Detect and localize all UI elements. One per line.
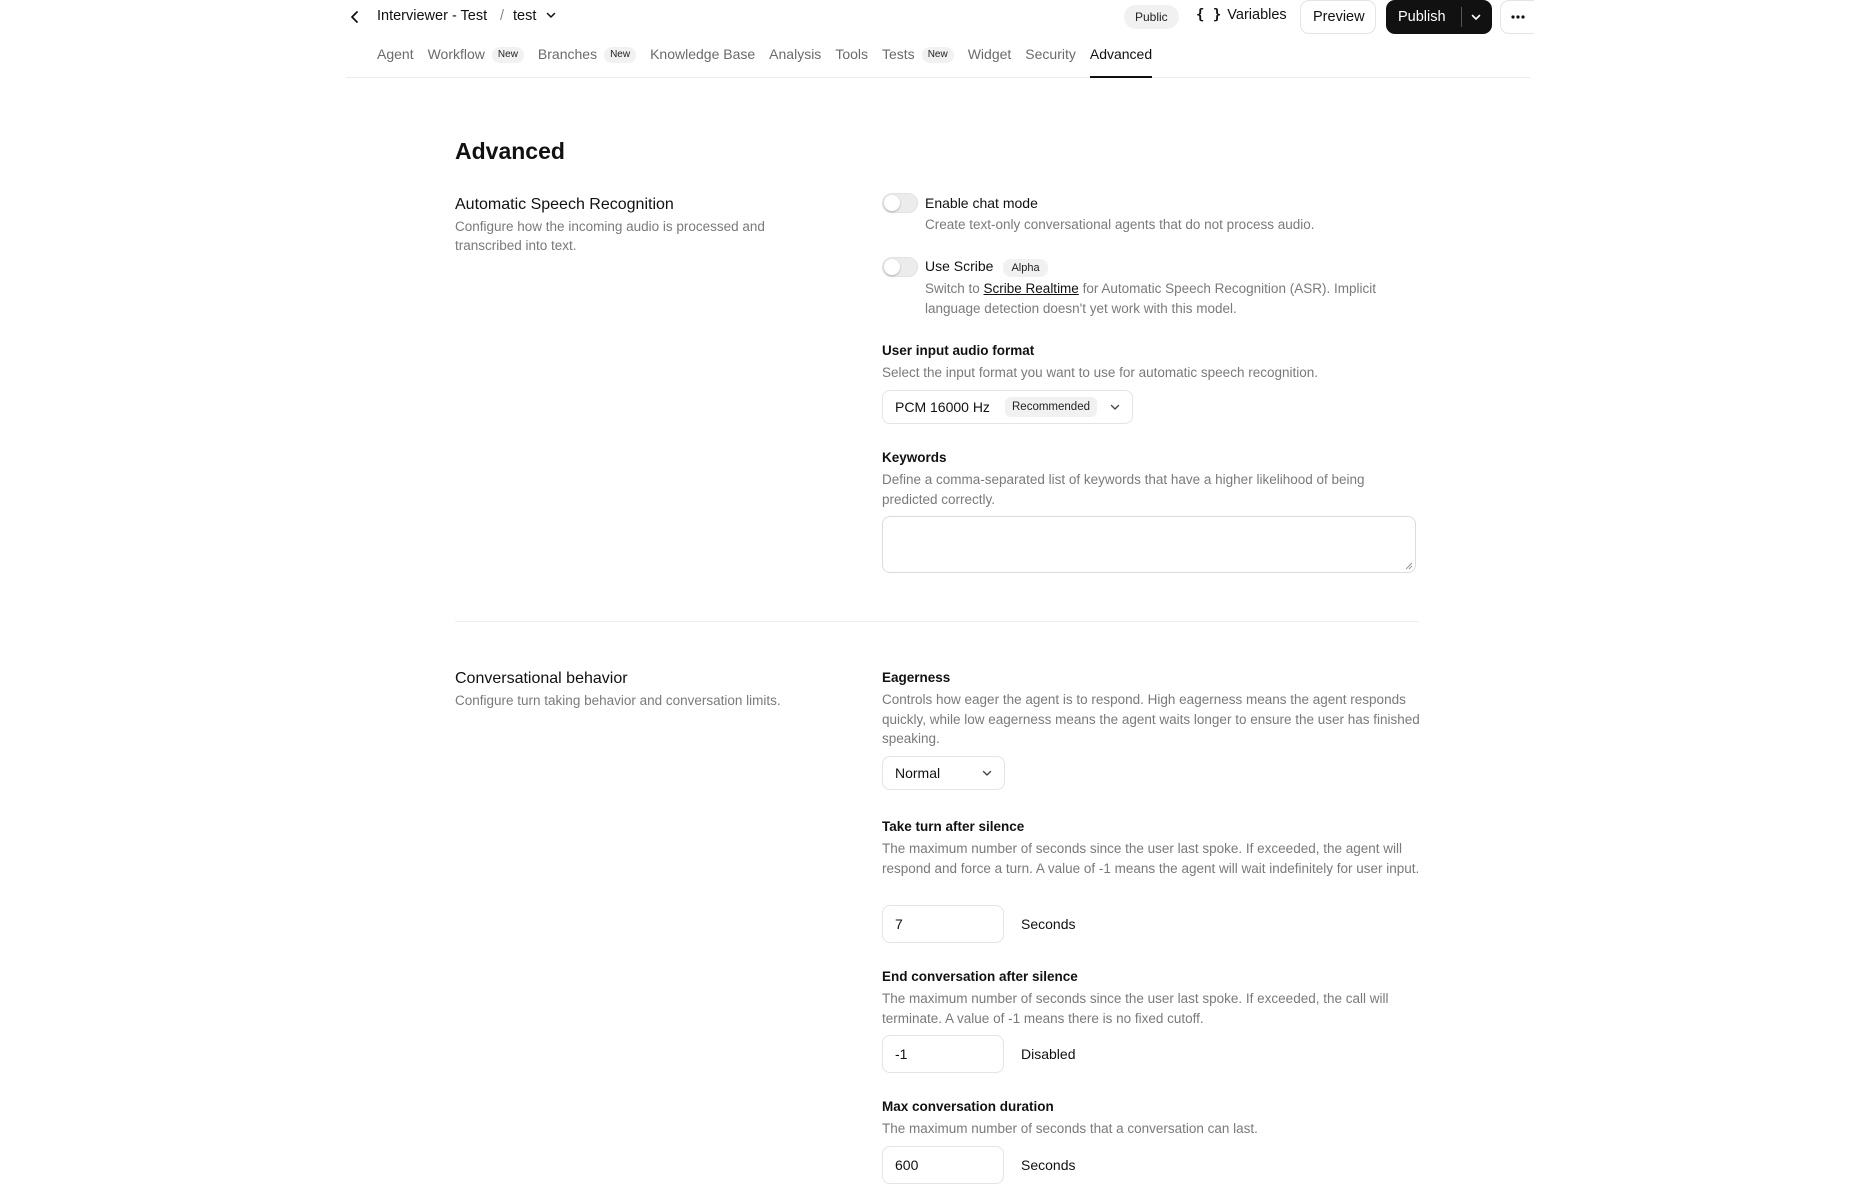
tab-label: Tools <box>835 46 868 62</box>
scribe-label: Use Scribe <box>925 258 994 274</box>
audio-format-select[interactable] <box>882 390 1133 424</box>
branch-name: test <box>513 8 537 24</box>
more-options-button[interactable] <box>1500 0 1534 34</box>
end-silence-label: End conversation after silence <box>882 969 1078 984</box>
scribe-description <box>925 279 1425 318</box>
behavior-section-title: Conversational behavior <box>455 670 628 687</box>
new-badge: New <box>492 47 524 63</box>
turn-silence-label: Take turn after silence <box>882 819 1025 834</box>
tab-advanced[interactable] <box>1090 46 1152 78</box>
scribe-desc-prefix: Switch to <box>925 281 984 296</box>
tab-label: Tests <box>882 46 915 62</box>
scribe-toggle[interactable] <box>882 257 918 277</box>
end-silence-unit: Disabled <box>1021 1046 1076 1062</box>
turn-silence-input[interactable] <box>882 905 1004 943</box>
keywords-label: Keywords <box>882 450 947 465</box>
alpha-badge: Alpha <box>1003 259 1047 277</box>
chevron-down-icon <box>1108 400 1122 414</box>
publish-button[interactable]: Publish <box>1398 9 1446 25</box>
eagerness-select[interactable] <box>882 756 1005 790</box>
behavior-section-description: Configure turn taking behavior and conversation limits. <box>455 693 781 708</box>
resize-handle-icon[interactable] <box>1405 562 1413 570</box>
page-title: Advanced <box>455 138 565 164</box>
max-duration-description: The maximum number of seconds that a conversation can last. <box>882 1121 1258 1136</box>
scribe-desc-suffix: for Automatic Speech Recognition (ASR). Implicit language detection doesn't yet work with this model. <box>925 281 1376 316</box>
tab-label: Knowledge Base <box>650 46 756 62</box>
toggle-knob <box>884 259 900 275</box>
new-badge: New <box>604 47 636 63</box>
eagerness-value: Normal <box>895 765 941 781</box>
max-duration-input[interactable] <box>882 1146 1004 1184</box>
keywords-description: Define a comma-separated list of keywords that have a higher likelihood of being predicted correctly. <box>882 472 1365 507</box>
turn-silence-unit: Seconds <box>1021 916 1076 932</box>
agent-name[interactable]: Interviewer - Test <box>377 8 488 24</box>
tab-label: Branches <box>537 46 598 62</box>
eagerness-description: Controls how eager the agent is to respond. High eagerness means the agent responds quickly, while low eagerness means the agent waits longer to ensure the user has finished speaking. <box>882 692 1420 746</box>
audio-format-label: User input audio format <box>882 343 1035 358</box>
variables-button[interactable] <box>1196 7 1287 27</box>
max-duration-unit: Seconds <box>1021 1157 1076 1173</box>
tab-label: Widget <box>967 46 1012 62</box>
publish-divider <box>1461 7 1462 27</box>
tab-bar <box>377 46 1166 78</box>
keywords-textarea[interactable] <box>882 516 1416 573</box>
section-divider <box>455 621 1419 622</box>
tab-knowledge-base[interactable] <box>650 46 755 78</box>
chat-mode-label: Enable chat mode <box>925 195 1038 211</box>
toggle-knob <box>884 195 900 211</box>
variables-label: Variables <box>1227 7 1287 23</box>
chevron-down-icon <box>544 8 558 22</box>
scribe-label-row <box>925 258 1048 277</box>
turn-silence-description: The maximum number of seconds since the user last spoke. If exceeded, the agent will respond and force a turn. A value of -1 means the agent will wait indefinitely for user input. <box>882 841 1420 876</box>
preview-button[interactable]: Preview <box>1300 0 1376 34</box>
tab-label: Agent <box>377 46 414 62</box>
max-duration-label: Max conversation duration <box>882 1099 1054 1114</box>
tab-label: Workflow <box>427 46 485 62</box>
recommended-badge: Recommended <box>1005 397 1097 417</box>
tab-tools[interactable] <box>835 46 868 78</box>
tab-workflow[interactable] <box>428 46 524 78</box>
scribe-realtime-link[interactable]: Scribe Realtime <box>983 281 1079 296</box>
audio-format-value: PCM 16000 Hz <box>895 399 990 415</box>
tab-label: Advanced <box>1089 46 1153 62</box>
chat-mode-toggle[interactable] <box>882 193 918 213</box>
asr-section-title: Automatic Speech Recognition <box>455 196 674 213</box>
breadcrumb-separator: / <box>500 8 505 24</box>
tab-widget[interactable] <box>968 46 1012 78</box>
asr-section-description: Configure how the incoming audio is processed and transcribed into text. <box>455 219 765 253</box>
tab-label: Analysis <box>769 46 822 62</box>
tab-label: Security <box>1025 46 1076 62</box>
publish-button-group <box>1386 0 1492 34</box>
new-badge: New <box>922 47 954 63</box>
eagerness-label: Eagerness <box>882 670 951 685</box>
tab-analysis[interactable] <box>769 46 821 78</box>
visibility-badge[interactable]: Public <box>1124 5 1179 29</box>
chat-mode-description: Create text-only conversational agents that do not process audio. <box>925 217 1315 232</box>
audio-format-description: Select the input format you want to use for automatic speech recognition. <box>882 365 1318 380</box>
back-chevron-icon[interactable] <box>348 8 362 26</box>
chevron-down-icon <box>980 766 994 780</box>
tab-agent[interactable] <box>377 46 414 78</box>
branch-selector[interactable] <box>513 8 558 24</box>
end-silence-input[interactable] <box>882 1035 1004 1073</box>
end-silence-description: The maximum number of seconds since the user last spoke. If exceeded, the call will terminate. A value of -1 means there is no fixed cutoff. <box>882 991 1389 1026</box>
tab-security[interactable] <box>1025 46 1076 78</box>
more-horizontal-icon <box>1511 15 1525 19</box>
braces-icon: { } <box>1196 7 1222 23</box>
tab-tests[interactable] <box>882 46 954 78</box>
publish-dropdown-chevron-icon[interactable] <box>1469 10 1483 24</box>
tab-branches[interactable] <box>538 46 636 78</box>
